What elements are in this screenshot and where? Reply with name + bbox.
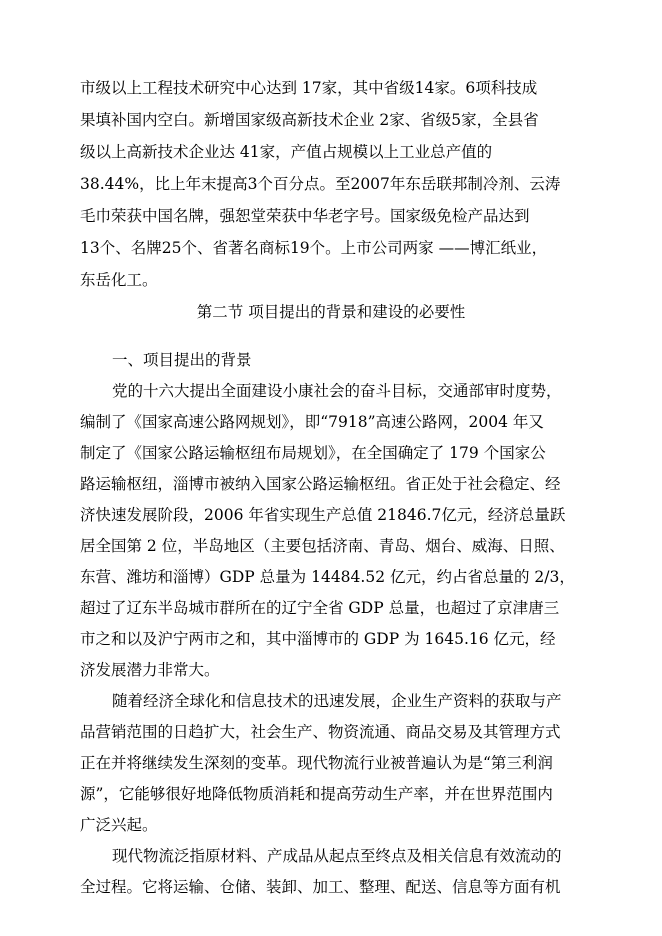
text-line: 源”，它能够很好地降低物质消耗和提高劳动生产率，并在世界范围内 xyxy=(80,785,553,803)
text-line: 制定了《国家公路运输枢纽布局规划》，在全国确定了 179 个国家公 xyxy=(80,444,546,462)
text-line: 广泛兴起。 xyxy=(80,816,158,834)
text-line: 级以上高新技术企业达 41家，产值占规模以上工业总产值的 xyxy=(80,143,493,161)
subsection-title: 一、项目提出的背景 xyxy=(112,351,252,369)
text-line: 居全国第 2 位，半岛地区（主要包括济南、青岛、烟台、威海、日照、 xyxy=(80,537,565,555)
section-title: 第二节 项目提出的背景和建设的必要性 xyxy=(196,303,466,321)
text-line: 党的十六大提出全面建设小康社会的奋斗目标，交通部审时度势， xyxy=(112,382,562,400)
text-line: 正在并将继续发生深刻的变革。现代物流行业被普遍认为是“第三利润 xyxy=(80,754,553,772)
text-line: 现代物流泛指原材料、产成品从起点至终点及相关信息有效流动的 xyxy=(112,847,562,865)
text-line: 毛巾荣获中国名牌，强恕堂荣获中华老字号。国家级免检产品达到 xyxy=(80,207,530,225)
text-line: 路运输枢纽，淄博市被纳入国家公路运输枢纽。省正处于社会稳定、经 xyxy=(80,475,561,493)
text-line: 全过程。它将运输、仓储、装卸、加工、整理、配送、信息等方面有机 xyxy=(80,878,561,896)
text-line: 13个、名牌25个、省著名商标19个。上市公司两家 ——博汇纸业， xyxy=(80,239,548,257)
text-line: 随着经济全球化和信息技术的迅速发展，企业生产资料的获取与产 xyxy=(112,692,562,710)
text-line: 38.44%，比上年末提高3个百分点。至2007年东岳联邦制冷剂、云涛 xyxy=(80,175,561,193)
text-line: 超过了辽东半岛城市群所在的辽宁全省 GDP 总量，也超过了京津唐三 xyxy=(80,599,560,617)
text-line: 果填补国内空白。新增国家级高新技术企业 2家、省级5家，全县省 xyxy=(80,111,539,129)
text-line: 品营销范围的日趋扩大，社会生产、物资流通、商品交易及其管理方式 xyxy=(80,723,561,741)
text-line: 市之和以及沪宁两市之和，其中淄博市的 GDP 为 1645.16 亿元，经 xyxy=(80,630,556,648)
text-line: 济发展潜力非常大。 xyxy=(80,661,220,679)
text-line: 市级以上工程技术研究中心达到 17家，其中省级14家。6项科技成 xyxy=(80,79,538,97)
text-line: 东岳化工。 xyxy=(80,271,158,289)
text-line: 编制了《国家高速公路网规划》，即“7918”高速公路网，2004 年又 xyxy=(80,413,544,431)
text-line: 济快速发展阶段，2006 年省实现生产总值 21846.7亿元，经济总量跃 xyxy=(80,506,566,524)
text-line: 东营、潍坊和淄博）GDP 总量为 14484.52 亿元，约占省总量的 2/3， xyxy=(80,568,575,586)
